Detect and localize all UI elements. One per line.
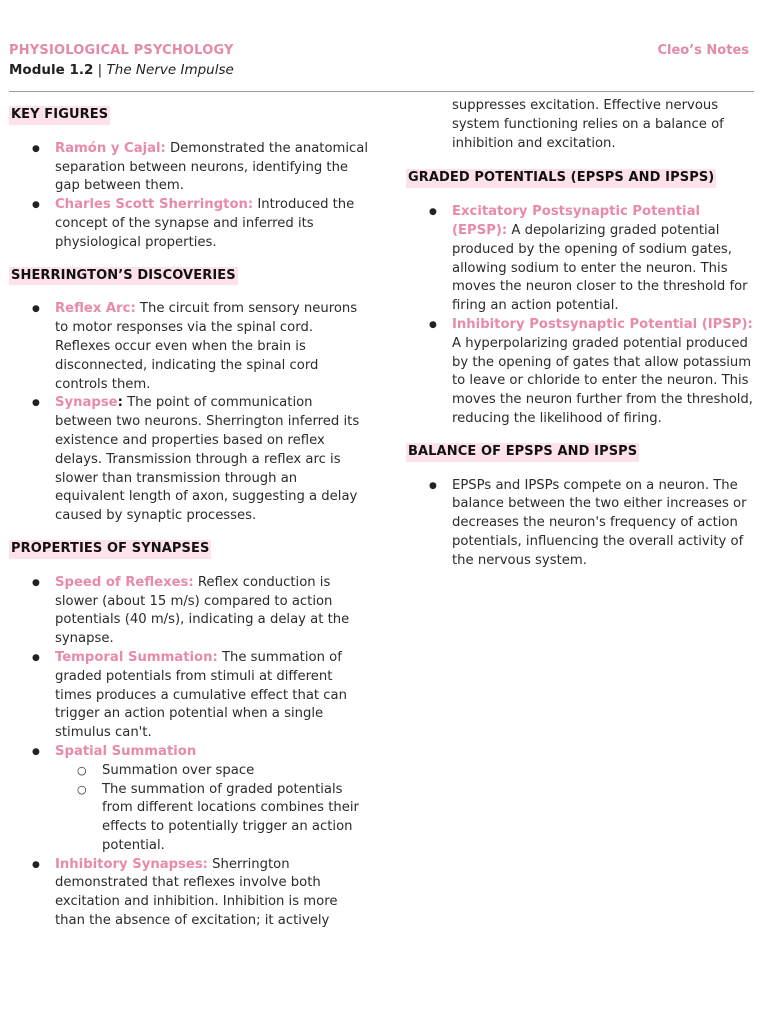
balance-list bbox=[406, 477, 758, 571]
item-text: Introduced the concept of the synapse and inferred its physiological properties. bbox=[55, 197, 355, 250]
item-text: A depolarizing graded potential produced by the opening of sodium gates, allowing sodium to enter the neuron. This moves the neuron closer to the threshold for firing an action potential. bbox=[452, 222, 748, 314]
item-text: The circuit from sensory neurons to motor responses via the spinal cord. Reflexes occur even when the brain is disconnected, indicating the spinal cord controls them. bbox=[55, 301, 358, 392]
heading-discoveries: SHERRINGTON’S DISCOVERIES bbox=[9, 267, 238, 286]
heading-key-figures: KEY FIGURES bbox=[9, 106, 110, 125]
item-text: Reflex conduction is slower (about 15 m/s) compared to action potentials (40 m/s), indicating a delay at the synapse. bbox=[55, 574, 350, 647]
key-figures-list bbox=[9, 140, 369, 253]
item-text: The summation of graded potentials from stimuli at different times produces a cumulative effect that can trigger an action potential when a single stimulus can't. bbox=[55, 649, 347, 741]
sub-list-item: ○ Summation over space bbox=[55, 762, 369, 781]
list-item bbox=[9, 140, 369, 196]
module-separator: | bbox=[93, 62, 107, 78]
author-label: Cleo’s Notes bbox=[657, 43, 749, 58]
graded-list bbox=[406, 203, 758, 429]
list-item bbox=[9, 649, 369, 743]
list-item bbox=[406, 203, 758, 316]
item-text: The point of communication between two neurons. Sherrington inferred its existence and properties based on reflex delays. Transmission through a reflex arc is slower than transmission through an equivalent length of axon, suggesting a delay caused by synaptic processes. bbox=[55, 395, 360, 524]
list-item bbox=[9, 196, 369, 252]
section-discoveries bbox=[9, 267, 369, 526]
term-label: Temporal Summation: bbox=[55, 649, 218, 665]
header-divider bbox=[9, 91, 754, 92]
item-text: Demonstrated the anatomical separation between neurons, identifying the gap between them. bbox=[55, 140, 369, 194]
module-subtitle: The Nerve Impulse bbox=[106, 62, 234, 78]
list-item bbox=[9, 394, 369, 526]
term-colon: : bbox=[117, 395, 123, 411]
heading-properties: PROPERTIES OF SYNAPSES bbox=[9, 540, 211, 559]
term-label: Inhibitory Postsynaptic Potential (IPSP): bbox=[452, 316, 753, 332]
list-item bbox=[406, 316, 758, 429]
module-line bbox=[9, 62, 234, 78]
discoveries-list bbox=[9, 300, 369, 526]
module-number: Module 1.2 bbox=[9, 62, 94, 78]
sub-list bbox=[55, 762, 369, 856]
item-text: A hyperpolarizing graded potential produced by the opening of gates that allow potassium to leave or chloride to enter the neuron. This moves the neuron further from the threshold, reducing the likelihood of firing. bbox=[452, 335, 753, 426]
term-label: Excitatory Postsynaptic Potential (EPSP): bbox=[452, 204, 700, 238]
continued-text: suppresses excitation. Effective nervous system functioning relies on a balance of inhibition and excitation. bbox=[452, 98, 724, 151]
properties-list bbox=[9, 574, 369, 931]
term-label: Ramón y Cajal: bbox=[55, 140, 166, 156]
section-properties bbox=[9, 540, 369, 931]
list-item: ● EPSPs and IPSPs compete on a neuron. The balance between the two either increases or decreases the neuron's frequency of action potentials, influencing the overall activity of the nervous system. bbox=[406, 477, 758, 571]
section-graded bbox=[406, 169, 758, 428]
left-column bbox=[9, 106, 369, 945]
section-balance bbox=[406, 443, 758, 571]
sub-list-item: ○ The summation of graded potentials from different locations combines their effects to potentially trigger an action potential. bbox=[55, 781, 369, 856]
right-column bbox=[406, 97, 758, 585]
course-title: PHYSIOLOGICAL PSYCHOLOGY bbox=[9, 43, 234, 58]
term-label: Charles Scott Sherrington: bbox=[55, 197, 254, 213]
item-text: Sherrington demonstrated that reflexes involve both excitation and inhibition. Inhibition is more than the absence of excitation; it actively bbox=[55, 856, 338, 929]
term-label: Spatial Summation bbox=[55, 743, 197, 759]
term-label: Synapse bbox=[55, 395, 118, 411]
term-label: Inhibitory Synapses: bbox=[55, 856, 208, 872]
list-item bbox=[9, 574, 369, 649]
section-key-figures bbox=[9, 106, 369, 253]
list-item bbox=[9, 743, 369, 856]
heading-graded: GRADED POTENTIALS (EPSPS AND IPSPS) bbox=[406, 169, 716, 188]
term-label: Speed of Reflexes: bbox=[55, 574, 194, 590]
term-label: Reflex Arc: bbox=[55, 301, 136, 317]
heading-balance: BALANCE OF EPSPS AND IPSPS bbox=[406, 443, 639, 462]
list-item bbox=[9, 300, 369, 394]
list-item bbox=[9, 856, 369, 931]
